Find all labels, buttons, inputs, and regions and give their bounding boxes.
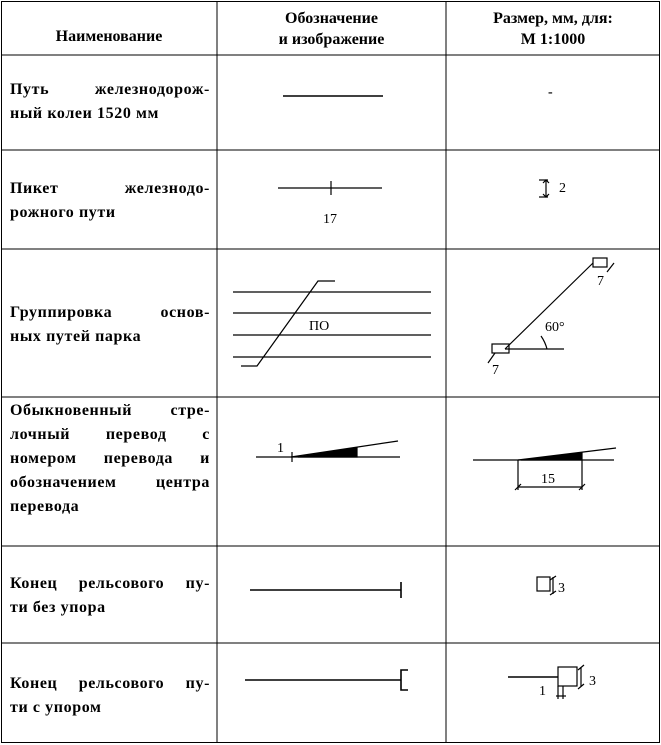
track-group-size-top: 7 xyxy=(597,274,604,289)
rail-end-no-stop-symbol xyxy=(250,582,401,598)
header-name-text: Наименование xyxy=(55,28,163,45)
rail-end-stop-symbol xyxy=(245,670,408,690)
rail-end-stop-stop-label: 1 xyxy=(539,684,546,699)
track-group-size xyxy=(488,258,614,363)
row-5-name-line: Конец рельсового пу- xyxy=(10,575,210,592)
rail-end-stop-size-label: 3 xyxy=(589,674,596,689)
turnout-number-label: 1 xyxy=(277,441,284,456)
row-6-name-line: ти с упором xyxy=(10,699,102,716)
row-4-name-line: номером перевода и xyxy=(10,450,210,467)
row-4-name-line: Обыкновенный стре- xyxy=(10,402,210,419)
track-group-symbol xyxy=(233,281,431,366)
row-1-name-line: Путь железнодорож- xyxy=(10,81,210,98)
rail-end-no-stop-size-label: 3 xyxy=(558,581,565,596)
row-1-name-line: ный колеи 1520 мм xyxy=(10,105,160,122)
row-1-size-dash: - xyxy=(548,85,553,100)
row-4-name-line: лочный перевод с xyxy=(10,426,210,443)
row-3-name-line: Группировка основ- xyxy=(10,304,210,321)
row-6-name-line: Конец рельсового пу- xyxy=(10,675,210,692)
row-3-name-line: ных путей парка xyxy=(10,328,142,345)
header-symbol-line2: и изображение xyxy=(278,31,385,48)
header-symbol-line1: Обозначение xyxy=(285,10,378,27)
track-group-label: ПО xyxy=(309,319,330,334)
picket-size-mark xyxy=(539,180,549,197)
row-5-name-line: ти без упора xyxy=(10,599,106,616)
picket-size-label: 2 xyxy=(559,181,566,196)
track-group-size-bottom: 7 xyxy=(492,363,499,378)
turnout-size-label: 15 xyxy=(541,472,555,487)
row-2-name-line: Пикет железнодо- xyxy=(10,180,210,197)
rail-end-no-stop-size xyxy=(537,576,556,595)
row-4-name-line: обозначением центра xyxy=(10,474,210,491)
picket-symbol xyxy=(278,181,382,195)
row-2-name-line: рожного пути xyxy=(10,204,116,221)
rail-end-stop-size xyxy=(508,665,584,699)
picket-number-label: 17 xyxy=(323,212,337,227)
header-size-line1: Размер, мм, для: xyxy=(493,10,613,27)
header-size-line2: М 1:1000 xyxy=(520,31,586,48)
track-group-angle: 60° xyxy=(545,320,565,335)
row-4-name-line: перевода xyxy=(10,498,80,515)
